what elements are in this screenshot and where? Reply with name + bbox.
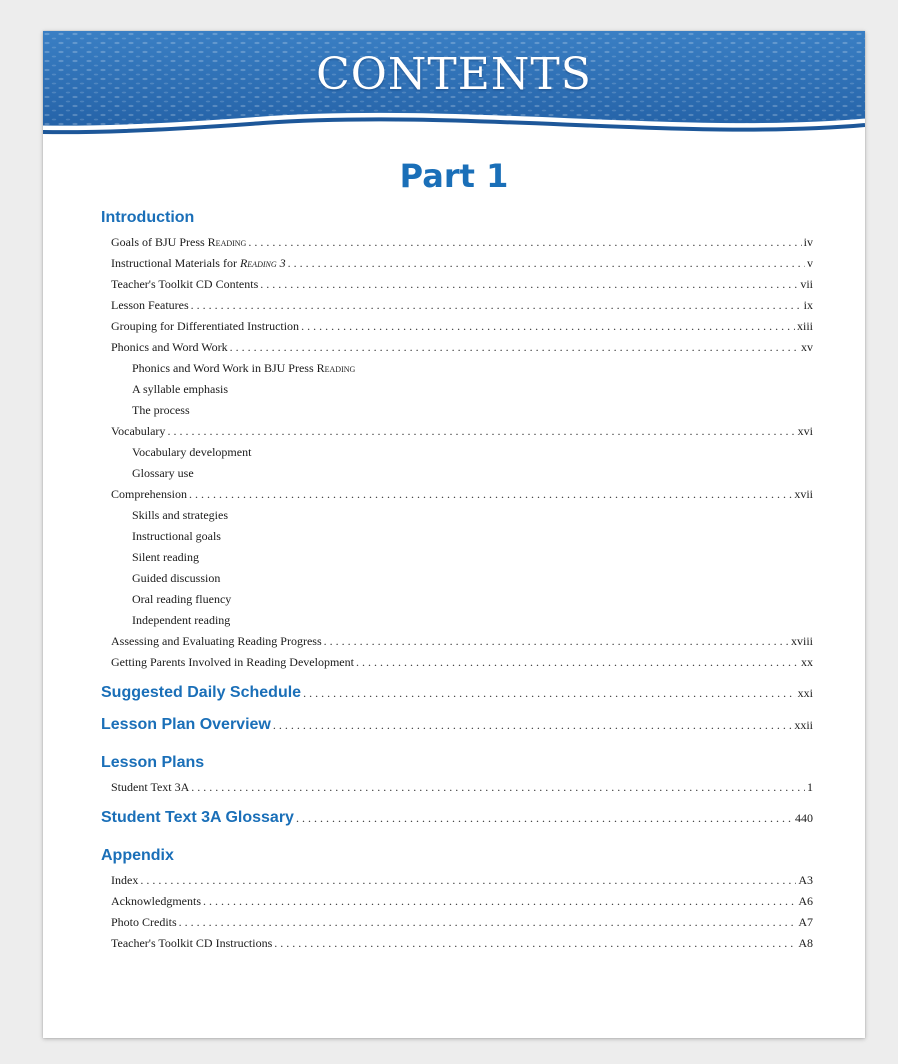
dot-leader — [301, 319, 795, 334]
contents-banner — [43, 31, 865, 141]
toc-subentry-the-process[interactable]: The process — [132, 403, 190, 417]
section-suggested-daily-schedule — [101, 684, 813, 716]
dot-leader — [274, 936, 796, 951]
page-number: A3 — [798, 873, 813, 887]
page-number: xvii — [794, 487, 813, 501]
toc-entry-toolkit-cd-contents[interactable]: Teacher's Toolkit CD Contents . . . vii — [101, 277, 813, 298]
dot-leader — [273, 718, 792, 733]
page-number: xxi — [797, 686, 813, 700]
dot-leader — [179, 915, 797, 930]
toc-entry-index[interactable]: Index . . . A3 — [101, 873, 813, 894]
dot-leader — [260, 277, 798, 292]
toc-subentry-syllable-emphasis[interactable]: A syllable emphasis — [132, 382, 228, 396]
section-heading[interactable]: Suggested Daily Schedule . . . xxi — [101, 684, 813, 716]
toc-entry-comprehension[interactable]: Comprehension . . . xvii — [101, 487, 813, 508]
page-number: ix — [803, 298, 813, 312]
toc-subentry-glossary-use[interactable]: Glossary use — [132, 466, 194, 480]
section-heading[interactable]: Appendix — [101, 847, 174, 864]
dot-leader — [303, 686, 796, 701]
dot-leader — [140, 873, 796, 888]
page-number: A6 — [798, 894, 813, 908]
section-introduction — [101, 209, 813, 676]
toc-subentry-silent-reading[interactable]: Silent reading — [132, 550, 199, 564]
toc-entry-phonics[interactable]: Phonics and Word Work . . . xv — [101, 340, 813, 361]
toc-entry-instructional-materials[interactable]: Instructional Materials for Reading 3 . . . v — [101, 256, 813, 277]
toc-entry-lesson-features[interactable]: Lesson Features . . . ix — [101, 298, 813, 319]
dot-leader — [167, 424, 795, 439]
toc-subentry-guided-discussion[interactable]: Guided discussion — [132, 571, 221, 585]
dot-leader — [230, 340, 799, 355]
toc-entry-vocabulary[interactable]: Vocabulary . . . xvi — [101, 424, 813, 445]
page-number: xviii — [790, 634, 813, 648]
dot-leader — [203, 894, 796, 909]
dot-leader — [191, 298, 802, 313]
page-number: xv — [801, 340, 813, 354]
section-heading[interactable]: Lesson Plans — [101, 754, 205, 771]
page-number: 440 — [795, 811, 813, 825]
page-number: iv — [803, 235, 813, 249]
dot-leader — [296, 811, 793, 826]
section-glossary — [101, 809, 813, 841]
toc-entry-photo-credits[interactable]: Photo Credits . . . A7 — [101, 915, 813, 936]
toc-subentry-oral-reading-fluency[interactable]: Oral reading fluency — [132, 592, 232, 606]
contents-page — [43, 31, 865, 1038]
dot-leader — [189, 487, 792, 502]
toc-subentry-instructional-goals[interactable]: Instructional goals — [132, 529, 221, 543]
toc-subentry-skills-strategies[interactable]: Skills and strategies — [132, 508, 228, 522]
toc-entry-toolkit-cd-instructions[interactable]: Teacher's Toolkit CD Instructions . . . A8 — [101, 936, 813, 957]
part-title: Part 1 — [399, 157, 509, 195]
section-appendix — [101, 847, 813, 957]
toc-entry-grouping[interactable]: Grouping for Differentiated Instruction . . . xiii — [101, 319, 813, 340]
dot-leader — [191, 780, 805, 795]
toc-subentry-vocabulary-development[interactable]: Vocabulary development — [132, 445, 252, 459]
page-number: xx — [801, 655, 813, 669]
page-number: xiii — [796, 319, 813, 333]
toc-subentry-phonics-in-bju[interactable]: Phonics and Word Work in BJU Press Reading — [132, 361, 356, 375]
toc-entry-parents-involved[interactable]: Getting Parents Involved in Reading Development . . . xx — [101, 655, 813, 676]
contents-title: CONTENTS — [316, 49, 592, 100]
page-number: A7 — [798, 915, 813, 929]
toc-entry-student-text-3a[interactable]: Student Text 3A . . . 1 — [101, 780, 813, 801]
table-of-contents — [101, 209, 813, 957]
page-number: A8 — [798, 936, 813, 950]
dot-leader — [248, 235, 801, 250]
toc-entry-acknowledgments[interactable]: Acknowledgments . . . A6 — [101, 894, 813, 915]
dot-leader — [324, 634, 789, 649]
page-number: v — [807, 256, 813, 270]
toc-entry-goals[interactable]: Goals of BJU Press Reading . . . iv — [101, 235, 813, 256]
page-number: 1 — [807, 780, 813, 794]
toc-subentry-independent-reading[interactable]: Independent reading — [132, 613, 231, 627]
section-lesson-plan-overview — [101, 716, 813, 748]
section-heading[interactable]: Introduction — [101, 209, 195, 226]
toc-entry-assessing[interactable]: Assessing and Evaluating Reading Progress . . . xviii — [101, 634, 813, 655]
section-heading[interactable]: Lesson Plan Overview . . . xxii — [101, 716, 813, 748]
page-number: xxii — [794, 718, 813, 732]
section-heading[interactable]: Student Text 3A Glossary . . . 440 — [101, 809, 813, 841]
dot-leader — [288, 256, 805, 271]
dot-leader — [356, 655, 799, 670]
page-number: vii — [800, 277, 813, 291]
page-number: xvi — [797, 424, 813, 438]
section-lesson-plans — [101, 754, 813, 801]
